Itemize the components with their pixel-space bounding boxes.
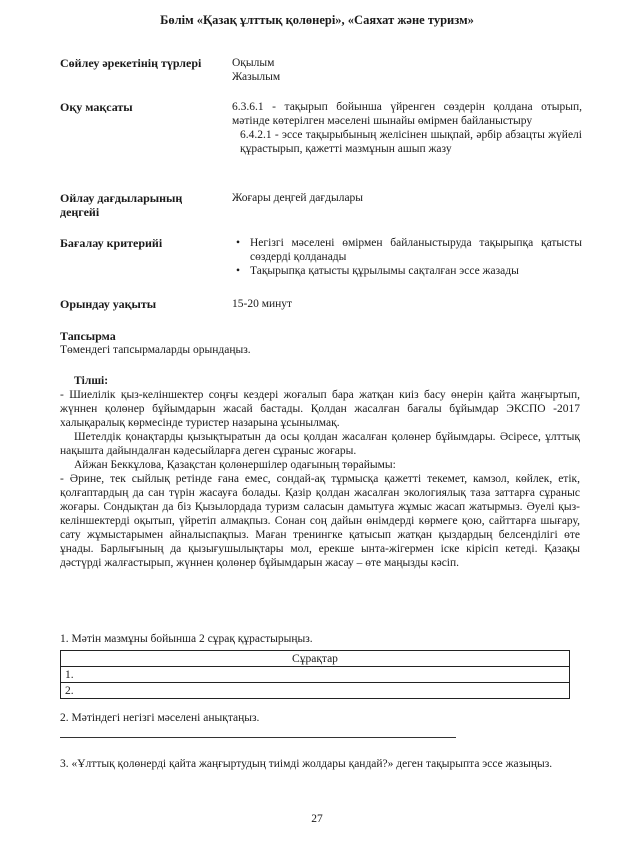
questions-table-header: Сұрақтар [61, 651, 570, 667]
questions-table [60, 650, 570, 699]
question-1-prompt: 1. Мәтін мазмұны бойынша 2 сұрақ құрастырыңыз. [60, 633, 313, 645]
answer-line[interactable] [60, 737, 456, 738]
page-title: Бөлім «Қазақ ұлттық қолөнері», «Саяхат және туризм» [160, 13, 474, 27]
page-number: 27 [311, 813, 323, 825]
speech-activity-value: Жазылым [232, 71, 281, 83]
task-heading: Тапсырма [60, 329, 116, 343]
question-3-prompt: 3. «Ұлттық қолөнерді қайта жаңғыртудың тиімді жолдары қандай?» деген тақырыпта эссе жазыңыз. [60, 758, 553, 770]
task-instruction: Төмендегі тапсырмаларды орындаңыз. [60, 344, 251, 356]
criteria-item: • Тақырыпқа қатысты құрылымы сақталған эссе жазады [232, 264, 582, 278]
thinking-level-row [60, 191, 585, 221]
duration-value: 15-20 минут [232, 298, 293, 310]
learning-objective-values [232, 100, 582, 156]
speech-activity-label: Сөйлеу әрекетінің түрлері [60, 56, 202, 70]
learning-objective-label: Оқу мақсаты [60, 100, 133, 114]
reading-text [60, 374, 580, 570]
speech-activity-row [60, 56, 585, 86]
task-section [60, 329, 580, 357]
assessment-criteria-values [232, 236, 582, 278]
questions-table-row[interactable]: 1. [61, 667, 570, 683]
criteria-item: • Негізгі мәселені өмірмен байланыстыруда тақырыпқа қатысты сөздерді қолданады [232, 236, 582, 264]
learning-objective-item: 6.4.2.1 - эссе тақырыбының желісінен шықпай, әрбір абзацты жүйелі құрастырып, қажетті мазмұнын ашып жазу [240, 129, 582, 155]
duration-row [60, 297, 585, 313]
learning-objective-item: 6.3.6.1 - тақырып бойынша үйренген сөздерін қолдана отырып, мәтінде көтерілген мәселені шынайы өмірмен байланыстыру [232, 101, 582, 127]
speech-activity-values [232, 56, 582, 84]
text-paragraph: Айжан Беккұлова, Қазақстан қолөнершілер одағының төрайымы: [74, 459, 396, 471]
learning-objective-row [60, 100, 585, 178]
question-2-prompt: 2. Мәтіндегі негізгі мәселені анықтаңыз. [60, 712, 260, 724]
assessment-criteria-label: Бағалау критерийі [60, 236, 163, 250]
text-heading: Тілші: [74, 375, 109, 387]
duration-label: Орындау уақыты [60, 297, 157, 311]
thinking-level-label: Ойлау дағдыларының деңгейі [60, 191, 183, 219]
speech-activity-value: Оқылым [232, 57, 275, 69]
text-paragraph: Шетелдік қонақтарды қызықтыратын да осы қолдан жасалған қолөнер бұйымдары. Әсіресе, ұлттық нақышта дайындалған кәдесыйларға деген сұраныс жоғары. [60, 431, 580, 457]
criteria-list [232, 236, 582, 278]
questions-table-row[interactable]: 2. [61, 683, 570, 699]
assessment-criteria-row [60, 236, 585, 284]
text-paragraph: - Әрине, тек сыйлық ретінде ғана емес, сондай-ақ тұрмысқа қажетті текемет, камзол, көйлек, етік, қолғаптардың да сан түрін жасауға болады. Қазір қолдан жасалған экологиялық таза заттарға сұраныс жоғары. Сондықтан да біз Қызылордада туризм саласын дамытуға жұмыс жасап жатырмыз. Әуелі қыз-келіншектерді оқытып, үйретіп алмақпыз. Сонан соң дайын өнімдерді көрмеге қою, сайттарға шығару, сату жұмыстарымен айналыспақпыз. Маған тренингке қатысып жатқан қыздардың белсенділігі өте ұнады. Барлығының да қызығушылықтары мол, ерекше ынта-жігермен іске кірісіп кетеді. Қазақы дәстүрді жалғастырып, жүннен қолөнер бұйымдарын жасау – өте маңызды кәсіп. [60, 473, 580, 569]
thinking-level-value: Жоғары деңгей дағдылары [232, 192, 364, 204]
text-paragraph: - Шиелілік қыз-келіншектер соңғы кездері жоғалып бара жатқан киіз басу өнерін қайта жаңғыртып, жүннен қолөнер бұйымдарын жасай бастады. Қолдан жасалған бағалы бұйымдар ЭКСПО -2017 халықаралық көрмесінде туристер назарына ұсынылмақ. [60, 389, 580, 429]
